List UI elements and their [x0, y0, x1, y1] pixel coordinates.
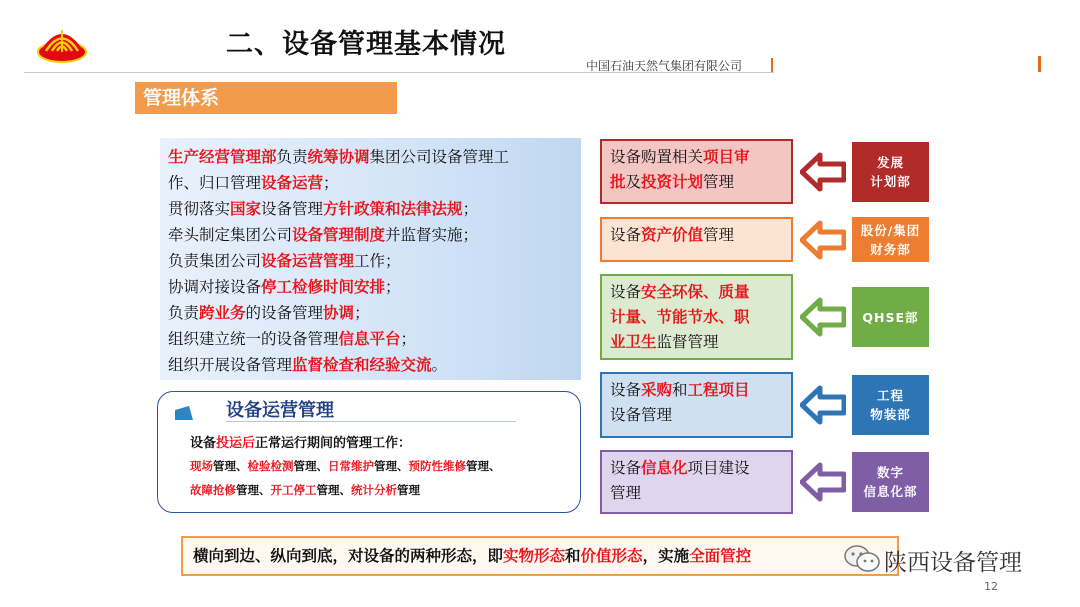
left-arrow-icon — [800, 297, 846, 337]
operations-item-text: 管理、 — [293, 459, 328, 473]
department-name: 发展 — [876, 154, 904, 170]
department-name: 物装部 — [870, 407, 911, 422]
duty-text: 负责集团公司 — [168, 252, 262, 270]
responsibility-text: 项目审 — [703, 148, 750, 166]
duty-line — [168, 196, 573, 222]
duty-text: 国家 — [230, 200, 262, 218]
summary-text: 价值形态 — [580, 547, 643, 565]
duty-text: 协调 — [323, 304, 355, 322]
responsibility-text: 项目建设 — [687, 459, 750, 477]
responsibility-line — [610, 481, 783, 506]
duty-text: 设备运营管理 — [261, 252, 355, 270]
duty-text: 设备管理 — [261, 200, 324, 218]
responsibility-text: 采购 — [641, 381, 673, 399]
responsibility-box — [600, 217, 793, 262]
header-accent-mark — [771, 58, 773, 72]
duty-text: 作、归口管理 — [168, 174, 262, 192]
page-number: 12 — [984, 580, 998, 593]
operations-desc-text: 正常运行期间的管理工作： — [255, 436, 412, 451]
duty-text: 并监督实施； — [385, 226, 479, 244]
duty-text: 统筹协调 — [307, 148, 370, 166]
operations-item-text: 管理、 — [213, 459, 248, 473]
operations-title-underline — [226, 421, 516, 422]
duty-text: 设备运营 — [261, 174, 324, 192]
operations-item-text: 日常维护 — [328, 459, 374, 473]
operations-items-line1 — [190, 458, 501, 474]
summary-text: 实物形态 — [503, 547, 566, 565]
responsibility-line — [610, 403, 783, 428]
summary-statement — [181, 536, 899, 576]
department-block — [852, 375, 929, 435]
responsibility-text: 监督管理 — [656, 333, 719, 351]
responsibility-text: 管理 — [703, 226, 735, 244]
summary-text: 全面管控 — [689, 547, 752, 565]
responsibility-line — [610, 223, 783, 248]
responsibility-text: 投资计划 — [641, 173, 704, 191]
responsibility-text: 设备管理 — [610, 406, 673, 424]
responsibility-text: 管理 — [610, 484, 642, 502]
duty-line — [168, 326, 573, 352]
responsibility-line — [610, 280, 783, 305]
header-accent-mark-right — [1038, 56, 1041, 72]
duty-text: 贯彻落实 — [168, 200, 231, 218]
operations-item-text: 检验检测 — [247, 459, 294, 473]
operations-item-text: 管理、 — [374, 459, 409, 473]
responsibility-text: 设备 — [610, 226, 642, 244]
responsibility-box — [600, 372, 793, 438]
operations-item-text: 预防性维修 — [408, 459, 466, 473]
responsibility-text: 批 — [610, 173, 626, 191]
wechat-icon — [843, 544, 881, 574]
duty-line — [168, 144, 573, 170]
duty-text: 。 — [431, 356, 448, 374]
left-arrow-icon — [800, 385, 846, 425]
duty-text: 信息平台 — [338, 330, 401, 348]
responsibility-text: 及 — [625, 173, 642, 191]
responsibility-text: 计量、节能节水、职 — [610, 308, 750, 326]
page-title: 二、设备管理基本情况 — [226, 29, 506, 60]
duty-text: ； — [462, 200, 479, 218]
duty-line — [168, 274, 573, 300]
duty-text: 牵头制定集团公司 — [168, 226, 293, 244]
left-arrow-icon — [800, 462, 846, 502]
operations-item-text: 管理、 — [316, 483, 351, 497]
responsibility-line — [610, 170, 783, 195]
duty-text: ； — [354, 304, 370, 322]
duty-text: 负责 — [168, 304, 200, 322]
responsibility-text: 和 — [672, 381, 688, 399]
responsibility-text: 安全环保、质量 — [641, 283, 750, 301]
operations-item-text: 故障抢修 — [190, 483, 236, 497]
duty-line — [168, 222, 573, 248]
duty-text: ； — [400, 330, 417, 348]
operations-title: 设备运营管理 — [226, 400, 334, 421]
department-name: QHSE部 — [862, 309, 919, 325]
operations-items-line2 — [190, 482, 420, 498]
duty-text: 跨业务 — [199, 304, 246, 322]
operations-item-text: 管理 — [397, 483, 420, 497]
duty-text: ； — [323, 174, 339, 192]
department-name: 工程 — [876, 388, 904, 403]
responsibility-text: 资产价值 — [641, 226, 704, 244]
management-duties-box — [160, 138, 581, 380]
operations-item-text: 管理、 — [236, 483, 271, 497]
duty-text: 设备管理制度 — [292, 226, 386, 244]
operations-desc-text: 投运后 — [216, 436, 256, 451]
summary-text: 横向到边、纵向到底，对设备的两种形态，即 — [193, 547, 504, 565]
responsibility-line — [610, 456, 783, 481]
duty-text: 的设备管理 — [245, 304, 324, 322]
responsibility-text: 工程项目 — [687, 381, 750, 399]
duty-text: ； — [385, 278, 401, 296]
department-name: 数字 — [876, 465, 904, 480]
section-label: 管理体系 — [135, 82, 397, 114]
duty-text: 集团公司设备管理工 — [369, 148, 510, 166]
responsibility-line — [610, 145, 783, 170]
duty-text: 停工检修时间安排 — [261, 278, 386, 296]
watermark-text: 陕西设备管理 — [884, 550, 1022, 576]
department-block — [852, 287, 929, 347]
duty-text: 方针政策和法律法规 — [323, 200, 463, 218]
operations-item-text: 管理、 — [466, 459, 501, 473]
responsibility-line — [610, 305, 783, 330]
responsibility-text: 设备 — [610, 381, 642, 399]
operations-desc-text: 设备 — [190, 436, 217, 451]
department-block — [852, 142, 929, 202]
responsibility-box — [600, 450, 793, 514]
summary-text: 和 — [565, 547, 581, 565]
responsibility-text: 设备购置相关 — [610, 148, 704, 166]
duty-line — [168, 170, 573, 196]
summary-text: ，实施 — [642, 547, 690, 565]
duty-text: 协调对接设备 — [168, 278, 262, 296]
department-name: 计划部 — [870, 173, 911, 189]
department-name: 股份/集团 — [860, 222, 921, 238]
responsibility-box — [600, 274, 793, 360]
operations-item-text: 统计分析 — [351, 483, 397, 497]
operations-description — [190, 432, 411, 451]
left-arrow-icon — [800, 220, 846, 260]
operations-item-text: 开工停工 — [270, 483, 317, 497]
department-name: 信息化部 — [863, 484, 918, 499]
responsibility-text: 设备 — [610, 459, 642, 477]
operations-item-text: 现场 — [190, 459, 213, 473]
duty-text: 负责 — [276, 148, 308, 166]
duty-text: 工作； — [354, 252, 401, 270]
department-name: 财务部 — [870, 241, 911, 257]
responsibility-text: 管理 — [703, 173, 735, 191]
responsibility-line — [610, 330, 783, 355]
left-arrow-icon — [800, 152, 846, 192]
company-name: 中国石油天然气集团有限公司 — [586, 59, 743, 73]
duty-line — [168, 352, 573, 378]
responsibility-box — [600, 139, 793, 204]
department-block — [852, 452, 929, 512]
duty-text: 组织建立统一的设备管理 — [168, 330, 339, 348]
company-logo — [36, 22, 88, 64]
duty-text: 组织开展设备管理 — [168, 356, 293, 374]
responsibility-text: 业卫生 — [610, 333, 657, 351]
department-block — [852, 217, 929, 262]
responsibility-text: 设备 — [610, 283, 642, 301]
responsibility-text: 信息化 — [641, 459, 688, 477]
duty-text: 生产经营管理部 — [168, 148, 277, 166]
duty-line — [168, 300, 573, 326]
duty-line — [168, 248, 573, 274]
section-marker-icon — [175, 406, 193, 420]
duty-text: 监督检查和经验交流 — [292, 356, 432, 374]
responsibility-line — [610, 378, 783, 403]
